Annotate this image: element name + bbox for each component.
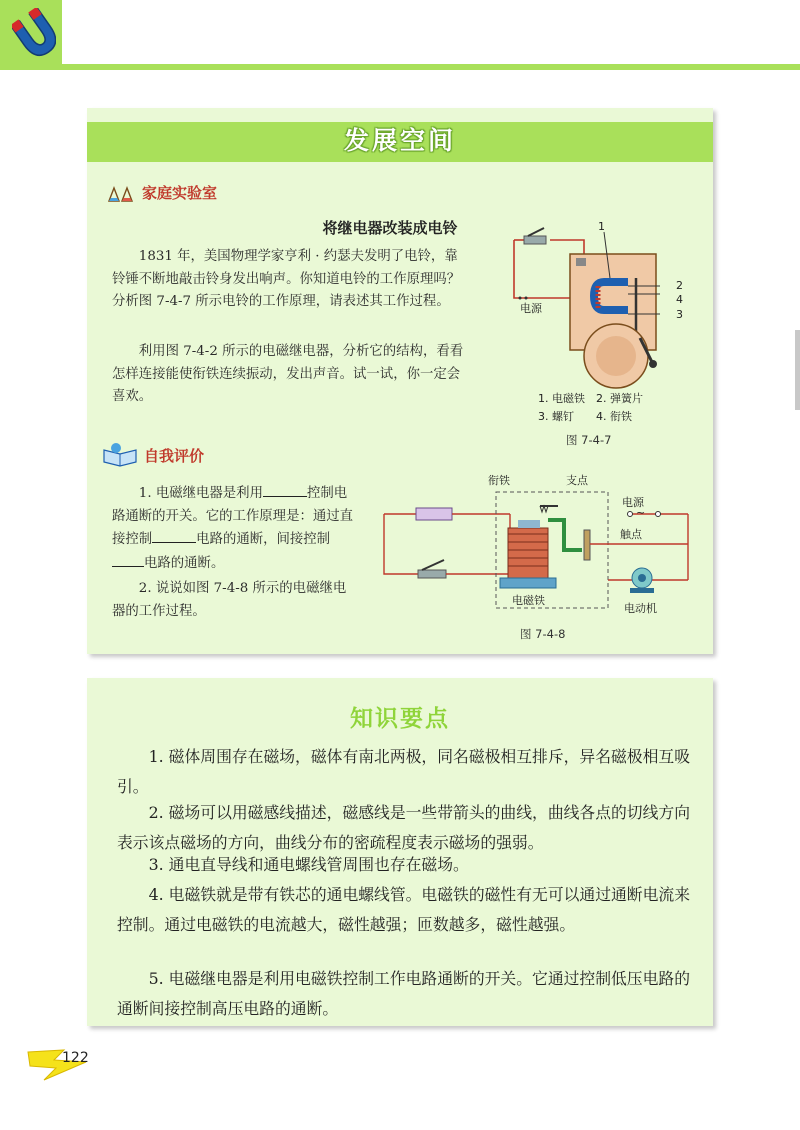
self-eval-heading: [102, 442, 204, 468]
panel-title: 发展空间: [343, 126, 456, 155]
header-rule: [62, 64, 800, 70]
relay-ac-symbol: ~: [636, 506, 646, 519]
q1-part-a: 1. 电磁继电器是利用: [138, 486, 263, 501]
answer-blank-1[interactable]: [263, 482, 307, 497]
relay-motor-label: 电动机: [624, 602, 657, 615]
q1-part-b: 控制电路通断的开关。它的工作原理是：通过直接控制: [112, 486, 354, 547]
relay-contact-label: 触点: [620, 528, 642, 541]
home-lab-label: 家庭实验室: [142, 184, 218, 202]
magnet-icon: [12, 8, 56, 60]
relay-electromagnet-label: 电磁铁: [512, 594, 545, 607]
bell-num-1: 1: [598, 220, 605, 233]
book-icon: [102, 442, 138, 468]
answer-blank-3[interactable]: [112, 552, 144, 567]
task-paragraph: 利用图 7-4-2 所示的电磁继电器，分析它的结构，看看怎样连接能使衔铁连续振动，发出声音。试一试，你一定会喜欢。: [112, 344, 464, 404]
page-number: 122: [62, 1050, 89, 1066]
intro-paragraph: 1831 年，美国物理学家亨利 · 约瑟夫发明了电铃，靠铃锤不断地敲击铃身发出响声。你知道电铃的工作原理吗？分析图 7-4-7 所示电铃的工作原理，请表述其工作过程。: [112, 249, 461, 309]
bell-power-label: 电源: [520, 302, 542, 315]
key-points-title: 知识要点: [350, 706, 450, 732]
q1-part-d: 电路的通断。: [144, 555, 225, 571]
relay-power-label: 电源: [622, 496, 644, 509]
chapter-tab: [0, 0, 62, 70]
article-title: 将继电器改装成电铃: [322, 219, 458, 237]
bell-legend-1: 1. 电磁铁 2. 弹簧片: [538, 392, 643, 405]
key-point-5: 5. 电磁继电器是利用电磁铁控制工作电路通断的开关。它通过控制低压电路的通断间接控制高压电路的通断。: [117, 969, 690, 1018]
key-point-2: 2. 磁场可以用磁感线描述，磁感线是一些带箭头的曲线，曲线各点的切线方向表示该点磁场的方向，曲线分布的密疏程度表示磁场的强弱。: [117, 803, 690, 852]
figure-7-4-8-caption: 图 7-4-8: [520, 627, 566, 641]
home-lab-heading: [106, 182, 217, 203]
relay-armature-label: 衔铁: [488, 474, 510, 487]
question-1: [112, 482, 356, 575]
page-edge: [795, 330, 800, 410]
key-point-4: 4. 电磁铁就是带有铁芯的通电螺线管。电磁铁的磁性有无可以通过通断电流来控制。通过电磁铁的电流越大，磁性越强；匝数越多，磁性越强。: [117, 885, 690, 934]
bell-num-2: 2: [676, 279, 683, 292]
figure-7-4-7-caption: 图 7-4-7: [566, 433, 612, 447]
answer-blank-2[interactable]: [152, 528, 196, 543]
bell-legend-2: 3. 螺钉 4. 衔铁: [538, 410, 632, 423]
q1-part-c: 电路的通断，间接控制: [196, 532, 331, 547]
key-point-1: 1. 磁体周围存在磁场，磁体有南北两极，同名磁极相互排斥，异名磁极相互吸引。: [117, 747, 690, 796]
bell-num-4: 4: [676, 293, 683, 306]
key-point-3: 3. 通电直导线和通电螺线管周围也存在磁场。: [148, 855, 469, 874]
self-eval-label: 自我评价: [144, 446, 205, 465]
flask-icon: [106, 184, 136, 202]
relay-pivot-label: 支点: [566, 474, 588, 487]
question-2: 2. 说说如图 7-4-8 所示的电磁继电器的工作过程。: [112, 581, 347, 619]
bell-num-3: 3: [676, 308, 683, 321]
